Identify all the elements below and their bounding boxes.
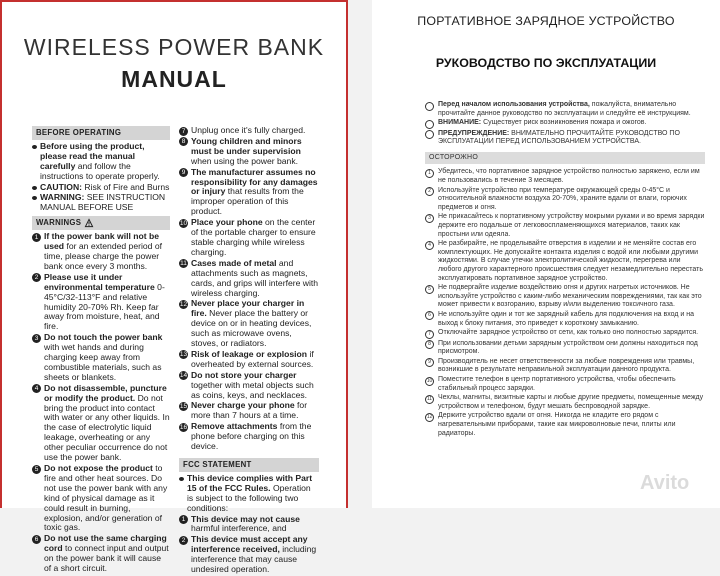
item-text-bold: This device must accept any interference received, (191, 534, 308, 555)
item-text: Unplug once it's fully charged. (191, 125, 306, 135)
list-item (32, 232, 170, 272)
item-text-bold: Never place your charger in fire. (191, 298, 305, 319)
item-text-bold: Do not disassemble, puncture or modify the product. (44, 382, 167, 403)
list-item (425, 412, 705, 438)
item-text: Do not use the same charging cord to connect input and output on the power bank it will cause of a short circuit. (44, 533, 169, 574)
item-number: 10 (179, 219, 188, 227)
item-text: Не используйте один и тот же зарядный кабель для подключения на вход и на выход к блоку питания, это приведет к короткому замыканию. (438, 310, 695, 327)
item-text: ВНИМАНИЕ: Существует риск возникновения пожара и ожогов. (438, 119, 647, 127)
item-text-bold: Do not expose the product (44, 463, 153, 473)
item-text: Поместите телефон в центр портативного устройства, чтобы обеспечить стабильный процесс зарядки. (438, 376, 676, 392)
item-text-bold: Cases made of metal (191, 257, 277, 268)
list-item (32, 273, 170, 332)
list-item (32, 464, 170, 533)
item-text: Never place your charger in fire. Never place the battery or device on or in heating devices, such as microwave ovens, stoves, or radiators. (191, 298, 312, 349)
list-item (425, 240, 705, 283)
fcc-header: FCC STATEMENT (179, 458, 319, 472)
item-number: 12 (179, 300, 188, 308)
item-number: 7 (425, 330, 434, 339)
item-text: Отключайте зарядное устройство от сети, как только оно полностью зарядится. (438, 329, 699, 337)
before-operating-header: BEFORE OPERATING (32, 126, 170, 140)
list-item (32, 534, 170, 574)
item-text-bold: Young children and minors must be under supervision (191, 135, 302, 156)
item-number: 14 (179, 372, 188, 380)
item-text-bold: Do not store your charger (191, 369, 297, 380)
list-item (425, 101, 705, 118)
ru-caution-list (425, 168, 705, 438)
item-text: Перед началом использования устройства, пожалуйста, внимательно прочитайте данное руководство по эксплуатации и следуйте её инструкциям. (438, 101, 691, 117)
item-number: 1 (425, 169, 434, 178)
item-number: 3 (425, 214, 434, 223)
list-item (425, 340, 705, 357)
list-item (179, 350, 319, 370)
item-text: Please use it under environmental temperature 0-45°C/32-113°F and relative humidity 20-70% Rh. Keep far away from moisture, heat, and fire. (44, 271, 165, 332)
item-number: 12 (426, 413, 433, 420)
item-number: 2 (425, 187, 434, 196)
item-text-bold: ПРЕДУПРЕЖДЕНИЕ: (438, 129, 510, 137)
item-text-bold: Remove attachments (191, 421, 278, 432)
list-item (425, 358, 705, 375)
list-item (32, 193, 170, 213)
list-item (179, 401, 319, 421)
list-item (179, 259, 319, 299)
fcc-list (179, 474, 319, 575)
list-item (32, 384, 170, 463)
list-item (32, 142, 170, 182)
item-number: 1 (179, 515, 188, 524)
list-item (425, 284, 705, 310)
item-text: Чехлы, магниты, визитные карты и любые другие предметы, помещенные между устройством и телефоном, будут мешать беспроводной зарядке. (438, 394, 704, 410)
warnings-list-2 (179, 126, 319, 452)
item-number: 3 (32, 334, 41, 343)
bullet-icon (179, 477, 184, 481)
item-text: Young children and minors must be under supervision when using the power bank. (191, 135, 302, 166)
bullet-icon (32, 145, 37, 149)
item-text: Remove attachments from the phone before charging on this device. (191, 421, 312, 452)
ru-caution-header: ОСТОРОЖНО (425, 152, 705, 165)
item-text: Производитель не несет ответственности за любые повреждения или травмы, возникшие в результате неправильной эксплуатации данного продукта. (438, 357, 695, 374)
item-text: If the power bank will not be used for an extended period of time, please charge the power bank once every 3 months. (44, 231, 163, 271)
list-item (425, 213, 705, 239)
list-item (179, 515, 319, 535)
item-text: Place your phone on the center of the portable charger to ensure stable charging while wireless charging. (191, 217, 316, 257)
ru-column (425, 101, 705, 439)
item-text: This device complies with Part 15 of the FCC Rules. Operation is subject to the following two conditions: (187, 472, 313, 513)
list-item (32, 333, 170, 383)
list-item (179, 371, 319, 401)
item-text-bold: Risk of leakage or explosion (191, 348, 308, 359)
item-text: Держите устройство вдали от огня. Никогда не кладите его рядом с нагревательными приборами, такие как микроволновые печи, плиты или радиаторы. (438, 412, 676, 437)
left-column-2 (179, 126, 319, 576)
item-text: Never charge your phone for more than 7 hours at a time. (191, 400, 308, 421)
item-number: 4 (425, 241, 434, 250)
item-text-bold: Please use it under environmental temperature (44, 271, 155, 292)
item-number: 8 (179, 137, 188, 146)
bullet-icon (425, 102, 434, 111)
ru-title: ПОРТАТИВНОЕ ЗАРЯДНОЕ УСТРОЙСТВО (417, 14, 675, 28)
bullet-icon (32, 186, 37, 190)
item-text-bold: The manufacturer assumes no responsibility for any damages or injury (191, 166, 318, 197)
item-text-bold: This device complies with Part 15 of the FCC Rules. (187, 472, 313, 493)
item-text-bold: Do not use the same charging cord (44, 533, 167, 554)
list-item (179, 474, 319, 514)
bullet-icon (32, 196, 37, 200)
item-number: 11 (180, 260, 187, 268)
manual-subtitle: MANUAL (121, 66, 227, 92)
item-text-bold: WARNING: (40, 192, 85, 203)
item-number: 6 (32, 535, 41, 544)
item-text: Не подвергайте изделие воздействию огня и других нагретых источников. Не используйте устройство с каким-либо механическим повреждениями, так как это может привести к возгоранию, взрыву и/или выделению токсичного газа. (438, 284, 702, 309)
warning-icon (85, 219, 93, 227)
ru-subtitle: РУКОВОДСТВО ПО ЭКСПЛУАТАЦИИ (435, 56, 657, 70)
item-text-bold: Перед началом использования устройства, (438, 101, 590, 108)
list-item (179, 535, 319, 575)
item-number: 16 (179, 423, 188, 431)
item-text: This device may not cause harmful interference, and (191, 513, 300, 534)
item-text: Не прикасайтесь к портативному устройству мокрыми руками и во время зарядки держите его подальше от легковоспламеняющихся материалов, таких как простыни или одеяла. (438, 213, 705, 238)
list-item (425, 394, 705, 411)
item-text: При использовании детьми зарядным устройством они должны находиться под присмотром. (438, 339, 698, 356)
item-text-bold: If the power bank will not be used (44, 231, 160, 252)
item-number: 9 (425, 358, 434, 367)
item-number: 13 (179, 351, 188, 359)
item-number: 7 (179, 127, 188, 136)
item-text: Cases made of metal and attachments such as magnets, cards, and grips will interfere with wireless charging. (191, 257, 319, 298)
warnings-list-1 (32, 232, 170, 574)
list-item (179, 299, 319, 349)
item-number: 10 (426, 377, 433, 384)
english-manual-page (0, 0, 348, 575)
item-text: Не разбирайте, не проделывайте отверстия в изделии и не меняйте состав его комплектующих. Не допускайте контакта изделия с водой или любыми другими жидкостями. В случае утечки электролитической жидкости, перегрева или любого другого характерного происшествия следует незамедлительно перестать эксплуатировать портативное зарядное устройство. (438, 240, 704, 282)
item-number: 6 (425, 311, 434, 320)
item-number: 9 (179, 168, 188, 177)
item-text-bold: Before using the product, please read the manual carefully (40, 140, 145, 171)
item-text-bold: This device may not cause (191, 513, 300, 524)
list-item (425, 187, 705, 213)
item-text: The manufacturer assumes no responsibility for any damages or injury that results from the improper operation of this product. (191, 166, 318, 217)
bullet-icon (425, 130, 434, 139)
item-number: 5 (32, 465, 41, 474)
item-text: Используйте устройство при температуре окружающей среды 0-45°C и относительной влажности воздуха 20-70%, храните вдали от влаги, горючих предметов и огня. (438, 186, 687, 211)
left-column-1 (32, 126, 170, 575)
item-number: 2 (32, 273, 41, 282)
item-text: Before using the product, please read the manual carefully and follow the instructions to operate properly. (40, 140, 160, 181)
item-number: 1 (32, 233, 41, 242)
item-text-bold: CAUTION: (40, 181, 83, 192)
item-text-bold: Never charge your phone (191, 400, 295, 411)
manual-title: WIRELESS POWER BANK (23, 34, 325, 60)
list-item (425, 376, 705, 393)
item-text: Risk of leakage or explosion if overheated by external sources. (191, 348, 314, 369)
item-number: 2 (179, 536, 188, 545)
item-text: Do not expose the product to fire and other heat sources. Do not use the power bank with any kind of physical damage as it could result in burning, explosion, and/or generation of toxic gas. (44, 463, 168, 533)
item-text: Do not disassemble, puncture or modify the product. Do not bring the product into contact with water or any other liquids. In the case of electrolytic liquid leakage, overheating or any other peculiar occurrence do not use the power bank. (44, 382, 170, 463)
item-number: 15 (179, 402, 188, 410)
item-text: Do not store your charger together with metal objects such as coins, keys, and necklaces. (191, 369, 314, 400)
list-item (425, 168, 705, 185)
list-item (425, 311, 705, 328)
item-text-bold: Place your phone (191, 217, 263, 228)
list-item (179, 126, 319, 136)
before-operating-list (32, 142, 170, 213)
item-text-bold: Do not touch the power bank (44, 332, 163, 343)
warnings-title: WARNINGS (36, 218, 82, 228)
bullet-icon (425, 120, 434, 129)
item-text-bold: ВНИМАНИЕ: (438, 119, 482, 127)
item-number: 5 (425, 285, 434, 294)
russian-manual-page (372, 0, 720, 508)
list-item (425, 119, 705, 129)
list-item (179, 218, 319, 258)
item-text: This device must accept any interference received, including interference that may cause undesired operation. (191, 534, 317, 575)
item-number: 8 (425, 340, 434, 349)
list-item (179, 137, 319, 167)
item-text: WARNING: SEE INSTRUCTION MANUAL BEFORE USE (40, 192, 166, 213)
item-text: Убедитесь, что портативное зарядное устройство полностью заряжено, если им не пользовались в течение 3 месяцев. (438, 168, 700, 185)
list-item (179, 168, 319, 218)
item-text: ПРЕДУПРЕЖДЕНИЕ: ВНИМАТЕЛЬНО ПРОЧИТАЙТЕ РУКОВОДСТВО ПО ЭКСПЛУАТАЦИИ ПЕРЕД ИСПОЛЬЗОВАНИЕМ УСТРОЙСТВА. (438, 129, 680, 146)
ru-intro-list (425, 101, 705, 147)
item-text: Do not touch the power bank with wet hands and during charging keep away from combustible materials, such as sheets or blankets. (44, 332, 163, 382)
list-item (425, 130, 705, 147)
list-item (179, 422, 319, 452)
warnings-header (32, 216, 170, 230)
item-text: CAUTION: Risk of Fire and Burns (40, 181, 170, 192)
item-number: 4 (32, 384, 41, 393)
list-item (32, 183, 170, 193)
item-number: 11 (426, 395, 433, 402)
watermark: Avito (640, 472, 690, 494)
list-item (425, 329, 705, 339)
